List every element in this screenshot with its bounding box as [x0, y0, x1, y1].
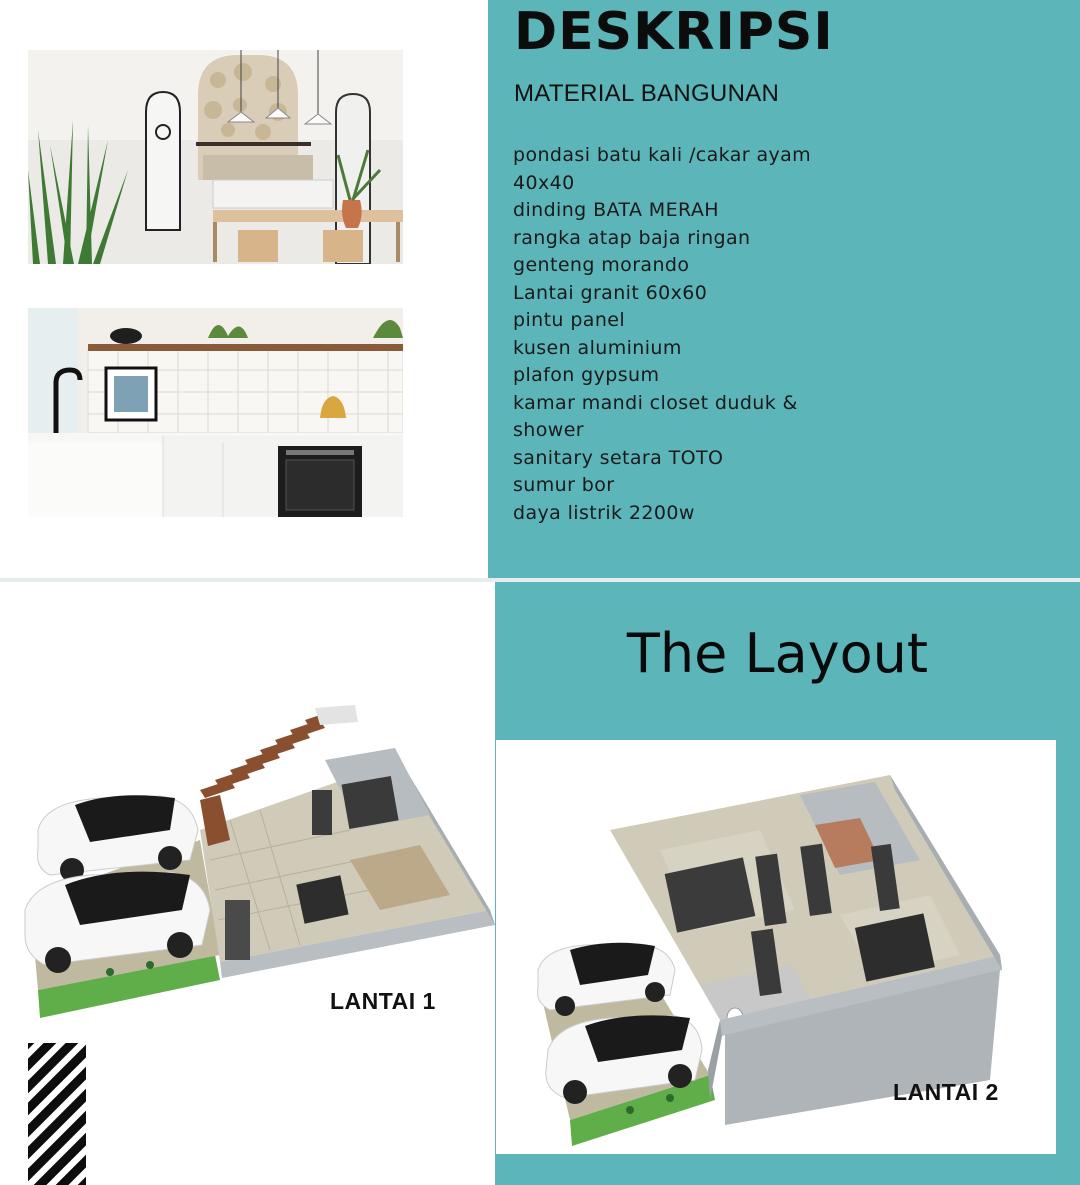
- list-item: daya listrik 2200w: [513, 501, 695, 524]
- list-item: kamar mandi closet duduk &: [513, 391, 798, 414]
- layout-title: The Layout: [626, 622, 929, 685]
- list-item: plafon gypsum: [513, 364, 660, 386]
- materials-list: [513, 142, 833, 527]
- floor-1-label: LANTAI 1: [330, 988, 436, 1014]
- list-item: pintu panel: [513, 309, 626, 331]
- list-item: Lantai granit 60x60: [513, 281, 708, 304]
- interior-photo-kitchen: [28, 308, 403, 517]
- list-item: dinding BATA MERAH: [513, 199, 719, 221]
- list-item: pondasi batu kali /cakar ayam: [513, 144, 812, 166]
- list-item: genteng morando: [513, 254, 690, 276]
- section-subtitle: MATERIAL BANGUNAN: [514, 80, 780, 107]
- list-item: kusen aluminium: [513, 336, 682, 359]
- list-item: sumur bor: [513, 474, 615, 496]
- floor-plan-1: [20, 700, 500, 1022]
- interior-photo-dining: [28, 50, 403, 264]
- list-item: sanitary setara TOTO: [513, 446, 724, 469]
- stripe-pattern-icon: [28, 1043, 86, 1185]
- floor-2-label: LANTAI 2: [893, 1079, 999, 1105]
- list-item: 40x40: [513, 171, 575, 194]
- page-title: DESKRIPSI: [514, 2, 834, 62]
- list-item: shower: [513, 419, 585, 441]
- list-item: rangka atap baja ringan: [513, 226, 751, 249]
